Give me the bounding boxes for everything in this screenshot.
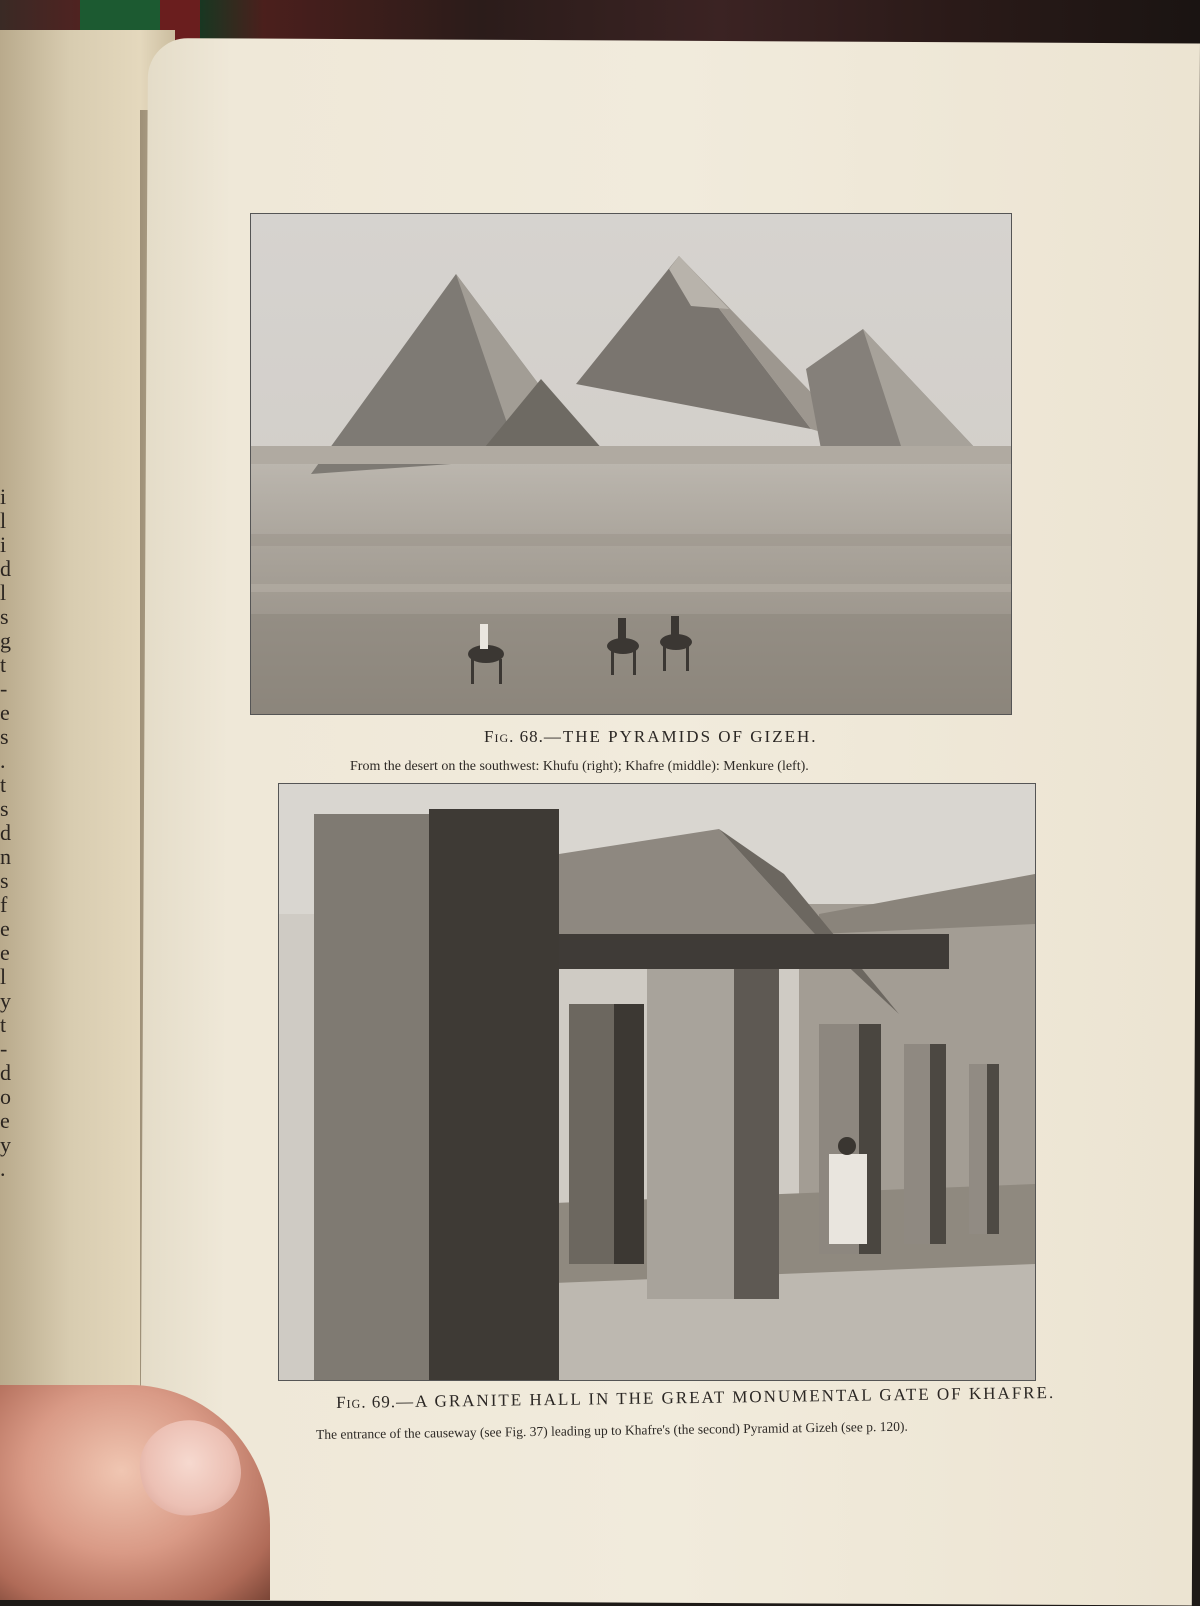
left-edge-letter: i xyxy=(0,484,7,509)
left-edge-letter: e xyxy=(0,1108,10,1133)
left-edge-letter: i xyxy=(0,532,7,557)
left-edge-letter: s xyxy=(0,868,9,893)
granite-pillar-left xyxy=(314,809,559,1380)
left-edge-letter: t xyxy=(0,1012,7,1037)
left-edge-letter: l xyxy=(0,508,7,533)
left-edge-letter: o xyxy=(0,1084,11,1109)
left-edge-letter: s xyxy=(0,604,9,629)
left-edge-letter: d xyxy=(0,1060,11,1085)
left-edge-letter: s xyxy=(0,796,9,821)
left-edge-letter: d xyxy=(0,556,11,581)
left-edge-letter: y xyxy=(0,1132,11,1157)
left-edge-letter: n xyxy=(0,844,11,869)
fig-69-caption: The entrance of the causeway (see Fig. 37) leading up to Khafre's (the second) Pyramid at Gizeh (see p. 120). xyxy=(316,1418,908,1442)
left-edge-letter: e xyxy=(0,700,10,725)
left-edge-letter: . xyxy=(0,1156,6,1181)
fig-68-photo xyxy=(250,213,1012,715)
left-edge-letter: g xyxy=(0,628,11,653)
left-edge-letter: t xyxy=(0,772,7,797)
fig-68-title: Fig. 68.—THE PYRAMIDS OF GIZEH. xyxy=(484,727,818,746)
left-edge-letter: l xyxy=(0,964,7,989)
fig-68-caption: From the desert on the southwest: Khufu (right); Khafre (middle): Menkure (left). xyxy=(350,759,809,774)
granite-pillar-middle xyxy=(647,969,779,1299)
left-edge-letter: l xyxy=(0,580,7,605)
left-edge-letter: e xyxy=(0,916,10,941)
left-page-text-edge xyxy=(0,485,14,1181)
left-edge-letter: d xyxy=(0,820,11,845)
fig-69-title: Fig. 69.—A GRANITE HALL IN THE GREAT MONUMENTAL GATE OF KHAFRE. xyxy=(336,1382,1056,1412)
left-edge-letter: e xyxy=(0,940,10,965)
left-edge-letter: s xyxy=(0,724,9,749)
left-edge-letter: f xyxy=(0,892,8,917)
left-edge-letter: y xyxy=(0,988,11,1013)
left-edge-letter: . xyxy=(0,748,6,773)
left-edge-letter: t xyxy=(0,652,7,677)
left-edge-letter: - xyxy=(0,1036,8,1061)
fig-69-photo xyxy=(278,783,1036,1381)
left-edge-letter: - xyxy=(0,676,8,701)
